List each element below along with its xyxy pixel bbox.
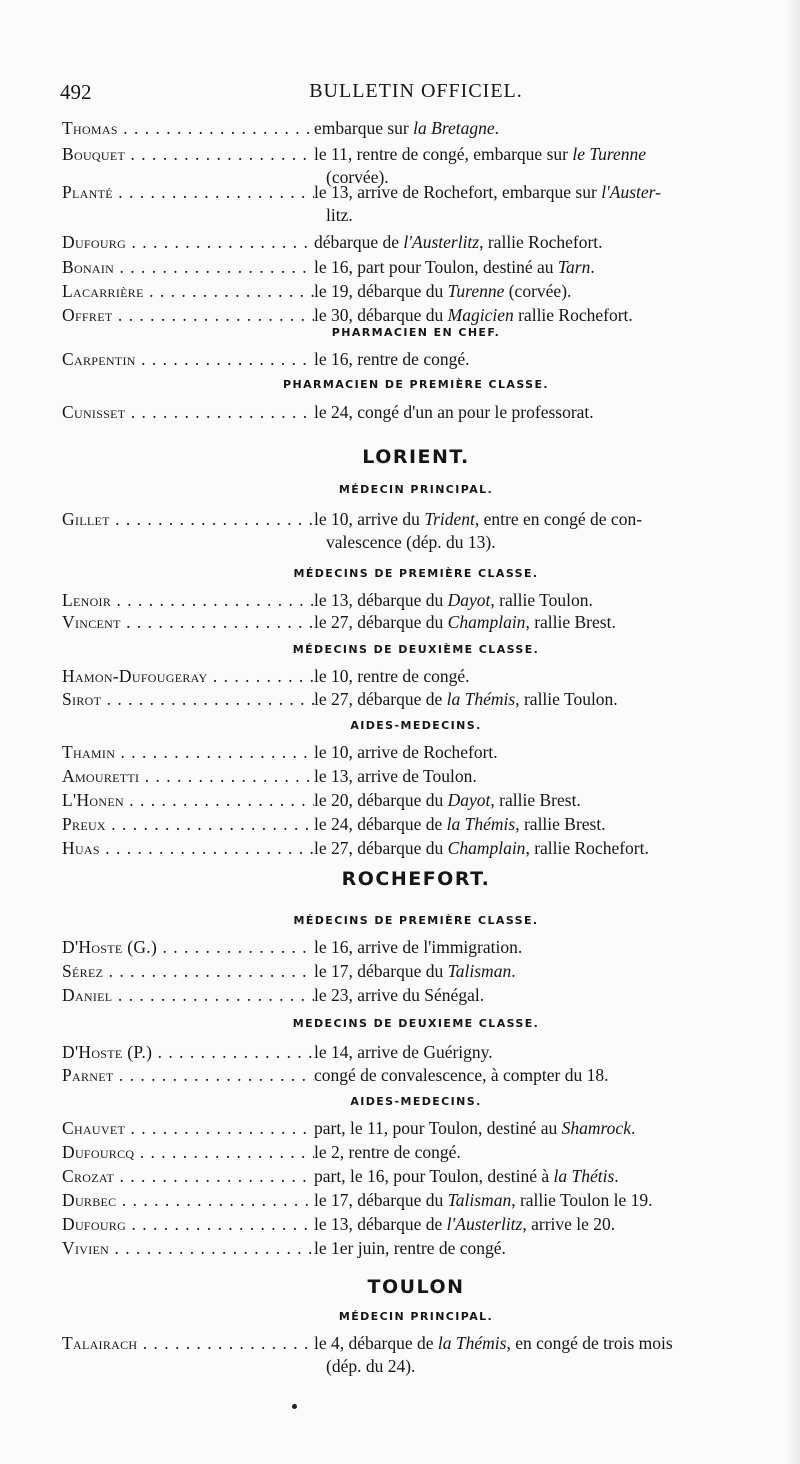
entry-text-part: le 14, arrive de Guérigny. <box>314 1042 493 1062</box>
entry-text <box>314 789 774 812</box>
entry-text <box>314 117 774 140</box>
subheading: AIDES-MEDECINS. <box>350 1095 482 1108</box>
entry-name: Dufourg . . . <box>62 1213 314 1236</box>
ship-name: Turenne <box>447 281 505 301</box>
entry-text-part: le 10, arrive de Rochefort. <box>314 742 498 762</box>
entry-text-part: le 10, arrive du <box>314 509 425 529</box>
entry-text-part: , rallie Rochefort. <box>525 838 649 858</box>
ship-name: la Thémis <box>437 1333 507 1353</box>
entry-text <box>314 1237 774 1260</box>
entry-text <box>314 1064 774 1087</box>
entry-text-part: . <box>590 257 595 277</box>
entry-text-part: , rallie Brest. <box>515 814 606 834</box>
entry-text-part: le 1er juin, rentre de congé. <box>314 1238 506 1258</box>
subheading: MÉDECIN PRINCIPAL. <box>338 483 494 496</box>
entry-text <box>314 231 774 254</box>
ship-name: l'Austerlitz <box>403 232 480 252</box>
entry-continuation: (dép. du 24). <box>326 1356 416 1376</box>
entry-name: Hamon-Dufougeray . . . <box>62 665 314 688</box>
entry-text-part: le 16, arrive de l'immigration. <box>314 937 523 957</box>
entry-text <box>314 837 774 860</box>
entry-name: D'Hoste (G.) . . . <box>62 936 314 959</box>
ship-name: l'Auster- <box>601 182 661 202</box>
entry-text-part: embarque sur <box>314 118 414 138</box>
entry-name: Gillet . . . <box>62 508 314 531</box>
running-title: BULLETIN OFFICIEL. <box>309 80 523 102</box>
entry-name: Planté . . . <box>62 181 314 204</box>
entry-text <box>314 256 774 279</box>
ink-dot <box>292 1404 297 1409</box>
ship-name: Champlain <box>447 838 526 858</box>
entry-text-part: , arrive le 20. <box>522 1214 616 1234</box>
ship-name: Talisman <box>447 1190 512 1210</box>
ship-name: Trident <box>424 509 475 529</box>
entry-text <box>314 1117 774 1140</box>
entry-text-part: le 30, débarque du <box>314 305 448 325</box>
entry-text-part: le 13, arrive de Rochefort, embarque sur <box>314 182 602 202</box>
entry-name: Dufourcq . . . <box>62 1141 314 1164</box>
page-header <box>60 80 772 108</box>
page-number: 492 <box>60 80 92 104</box>
entry-text-part: le 16, part pour Toulon, destiné au <box>314 257 558 277</box>
entry-name: Vivien . . . <box>62 1237 314 1260</box>
entry-name: Vincent . . . <box>62 611 314 634</box>
entry-name: Bouquet . . . <box>62 143 314 166</box>
entry-text-part: (corvée). <box>504 281 572 301</box>
entry-name: Dufourg . . . <box>62 231 314 254</box>
entry-text-part: le 16, rentre de congé. <box>314 349 470 369</box>
section-heading-lorient: LORIENT. <box>362 446 470 468</box>
entry-name: Thomas . . . <box>62 117 314 140</box>
section-heading-toulon: TOULON <box>367 1276 465 1298</box>
ship-name: Dayot <box>447 590 491 610</box>
entry-text <box>314 813 774 836</box>
entry-name: Huas . . . <box>62 837 314 860</box>
entry-text-part: le 24, congé d'un an pour le professorat. <box>314 402 594 422</box>
section-heading-rochefort: ROCHEFORT. <box>341 868 491 890</box>
ship-name: le Turenne <box>572 144 647 164</box>
entry-text <box>314 1332 774 1378</box>
entry-text-part: , rallie Brest. <box>490 790 581 810</box>
subheading: AIDES-MEDECINS. <box>350 719 482 732</box>
ship-name: l'Austerlitz <box>446 1214 523 1234</box>
entry-text <box>314 960 774 983</box>
entry-text-part: . <box>614 1166 619 1186</box>
entry-text-part: le 20, débarque du <box>314 790 448 810</box>
entry-text-part: débarque de <box>314 232 404 252</box>
entry-name: L'Honen . . . <box>62 789 314 812</box>
ship-name: Talisman <box>447 961 512 981</box>
entry-text <box>314 765 774 788</box>
entry-text <box>314 401 774 424</box>
ship-name: Champlain <box>447 612 526 632</box>
entry-text-part: le 13, débarque de <box>314 1214 447 1234</box>
ship-name: la Thémis <box>446 689 516 709</box>
entry-text-part: le 2, rentre de congé. <box>314 1142 461 1162</box>
ship-name: la Thémis <box>446 814 516 834</box>
entry-name: Daniel . . . <box>62 984 314 1007</box>
subheading: PHARMACIEN DE PREMIÈRE CLASSE. <box>283 378 549 391</box>
entry-name: Preux . . . <box>62 813 314 836</box>
entry-text-part: part, le 11, pour Toulon, destiné au <box>314 1118 562 1138</box>
ship-name: la Thétis <box>553 1166 615 1186</box>
entry-name: Chauvet . . . <box>62 1117 314 1140</box>
entry-continuation: (corvée). <box>326 167 389 187</box>
ship-name: Dayot <box>447 790 491 810</box>
entry-text-part: le 27, débarque du <box>314 612 448 632</box>
ship-name: Magicien <box>447 305 514 325</box>
entry-name: Cunisset . . . <box>62 401 314 424</box>
entry-continuation: valescence (dép. du 13). <box>326 532 496 552</box>
entry-text <box>314 984 774 1007</box>
entry-name: Crozat . . . <box>62 1165 314 1188</box>
subheading: MÉDECINS DE PREMIÈRE CLASSE. <box>293 914 539 927</box>
entry-continuation: litz. <box>326 205 353 225</box>
subheading: PHARMACIEN EN CHEF. <box>331 326 501 339</box>
entry-text-part: , rallie Toulon. <box>515 689 618 709</box>
entry-text-part: le 24, débarque de <box>314 814 447 834</box>
ship-name: Shamrock <box>561 1118 631 1138</box>
entry-text-part: le 17, débarque du <box>314 1190 448 1210</box>
entry-text <box>314 304 774 327</box>
subheading: MÉDECINS DE PREMIÈRE CLASSE. <box>293 567 539 580</box>
entry-text-part: . <box>494 118 499 138</box>
entry-text-part: , en congé de trois mois <box>506 1333 673 1353</box>
entry-text-part: part, le 16, pour Toulon, destiné à <box>314 1166 554 1186</box>
entry-text <box>314 1189 774 1212</box>
entry-text <box>314 741 774 764</box>
entry-text-part: , rallie Brest. <box>525 612 616 632</box>
entry-name: Parnet . . . <box>62 1064 314 1087</box>
entry-name: Lenoir . . . <box>62 589 314 612</box>
entry-text-part: le 13, débarque du <box>314 590 448 610</box>
entry-name: Sirot . . . <box>62 688 314 711</box>
entry-name: Talairach . . . <box>62 1332 314 1355</box>
ship-name: Tarn <box>557 257 591 277</box>
entry-name: Durbec . . . <box>62 1189 314 1212</box>
entry-text <box>314 181 774 227</box>
entry-text-part: le 19, débarque du <box>314 281 448 301</box>
entry-text <box>314 611 774 634</box>
entry-name: D'Hoste (P.) . . . <box>62 1041 314 1064</box>
entry-text <box>314 1213 774 1236</box>
entry-name: Bonain . . . <box>62 256 314 279</box>
entry-text-part: , rallie Rochefort. <box>479 232 603 252</box>
entry-text <box>314 1165 774 1188</box>
entry-text-part: le 11, rentre de congé, embarque sur <box>314 144 573 164</box>
entry-name: Offret . . . <box>62 304 314 327</box>
entry-text <box>314 280 774 303</box>
entry-text <box>314 688 774 711</box>
entry-text-part: le 10, rentre de congé. <box>314 666 470 686</box>
entry-text-part: , rallie Toulon. <box>490 590 593 610</box>
entry-text-part: le 13, arrive de Toulon. <box>314 766 477 786</box>
entry-text-part: . <box>511 961 516 981</box>
entry-name: Amouretti . . . <box>62 765 314 788</box>
entry-text-part: rallie Rochefort. <box>513 305 633 325</box>
entry-text-part: , rallie Toulon le 19. <box>511 1190 653 1210</box>
entry-text <box>314 348 774 371</box>
entry-name: Lacarrière . . . <box>62 280 314 303</box>
entry-text <box>314 665 774 688</box>
entry-text-part: congé de convalescence, à compter du 18. <box>314 1065 609 1085</box>
subheading: MÉDECIN PRINCIPAL. <box>338 1310 494 1323</box>
entry-text-part: le 4, débarque de <box>314 1333 438 1353</box>
entry-text-part: le 17, débarque du <box>314 961 448 981</box>
entry-text-part: le 27, débarque de <box>314 689 447 709</box>
entry-name: Carpentin . . . <box>62 348 314 371</box>
entry-name: Thamin . . . <box>62 741 314 764</box>
entry-text <box>314 936 774 959</box>
entry-text-part: le 27, débarque du <box>314 838 448 858</box>
subheading: MEDECINS DE DEUXIEME CLASSE. <box>292 1017 540 1030</box>
subheading: MÉDECINS DE DEUXIÈME CLASSE. <box>292 643 540 656</box>
entry-text <box>314 1141 774 1164</box>
entry-text <box>314 1041 774 1064</box>
ship-name: la Bretagne <box>413 118 495 138</box>
entry-text <box>314 589 774 612</box>
entry-text-part: , entre en congé de con- <box>474 509 643 529</box>
page-edge-shadow <box>786 0 800 1464</box>
entry-name: Sérez . . . <box>62 960 314 983</box>
entry-text <box>314 508 774 554</box>
entry-text-part: le 23, arrive du Sénégal. <box>314 985 485 1005</box>
entry-text-part: . <box>630 1118 636 1138</box>
